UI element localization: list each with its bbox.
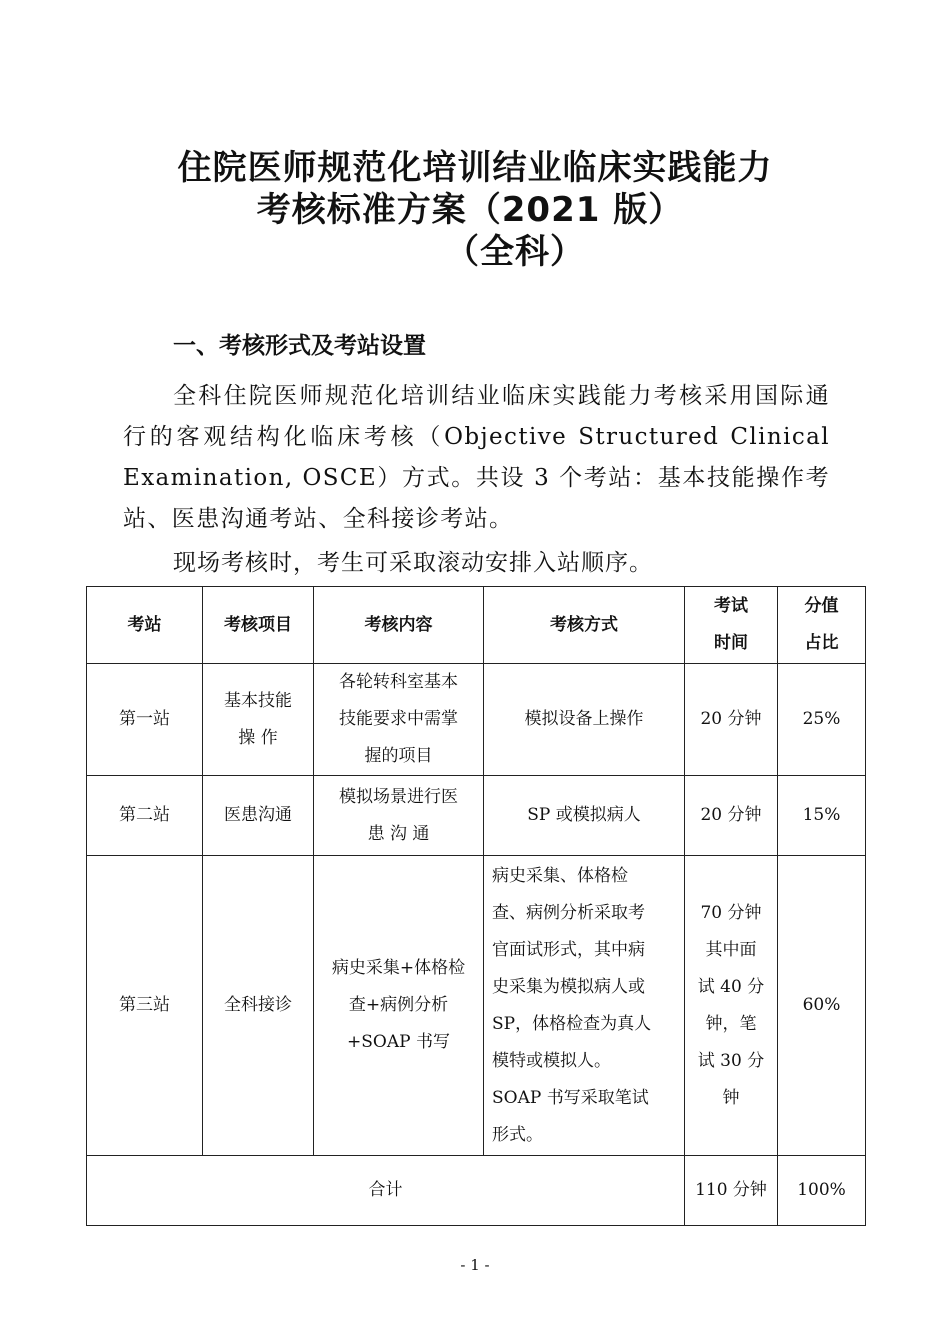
cell-station: 第二站 <box>87 776 203 856</box>
document-title-line-1: 住院医师规范化培训结业临床实践能力 <box>177 148 773 188</box>
table-row <box>87 664 866 776</box>
header-item: 考核项目 <box>203 587 314 664</box>
header-time: 考试 时间 <box>685 587 778 664</box>
cell-score: 15% <box>778 776 866 856</box>
cell-time: 20 分钟 <box>685 776 778 856</box>
cell-item: 全科接诊 <box>203 856 314 1156</box>
document-title-line-3: （全科） <box>445 232 585 272</box>
section-heading: 一、考核形式及考站设置 <box>173 333 426 359</box>
exam-stations-table <box>86 586 866 1226</box>
header-content: 考核内容 <box>314 587 484 664</box>
header-method: 考核方式 <box>484 587 685 664</box>
cell-method: SP 或模拟病人 <box>484 776 685 856</box>
header-station: 考站 <box>87 587 203 664</box>
paragraph-order: 现场考核时，考生可采取滚动安排入站顺序。 <box>173 550 653 576</box>
cell-content: 模拟场景进行医 患 沟 通 <box>314 776 484 856</box>
cell-time: 70 分钟 其中面 试 40 分 钟，笔 试 30 分 钟 <box>685 856 778 1156</box>
cell-station: 第三站 <box>87 856 203 1156</box>
cell-score: 25% <box>778 664 866 776</box>
cell-content: 各轮转科室基本 技能要求中需掌 握的项目 <box>314 664 484 776</box>
cell-item: 医患沟通 <box>203 776 314 856</box>
table-total-row <box>87 1156 866 1226</box>
total-label: 合计 <box>87 1156 685 1226</box>
page-number: - 1 - <box>460 1256 490 1274</box>
document-title-line-2: 考核标准方案（2021 版） <box>256 190 684 230</box>
cell-method: 病史采集、体格检 查、病例分析采取考 官面试形式，其中病 史采集为模拟病人或 SP，体格检查为真人 模特或模拟人。 SOAP 书写采取笔试 形式。 <box>484 856 685 1156</box>
cell-item: 基本技能 操 作 <box>203 664 314 776</box>
table-header-row <box>87 587 866 664</box>
total-score: 100% <box>778 1156 866 1226</box>
cell-score: 60% <box>778 856 866 1156</box>
paragraph-osce: 全科住院医师规范化培训结业临床实践能力考核采用国际通行的客观结构化临床考核（Objective Structured Clinical Examination, OSCE）方式。共设 3 个考站：基本技能操作考站、医患沟通考站、全科接诊考站。 <box>123 383 830 532</box>
cell-station: 第一站 <box>87 664 203 776</box>
header-score: 分值 占比 <box>778 587 866 664</box>
cell-time: 20 分钟 <box>685 664 778 776</box>
total-time: 110 分钟 <box>685 1156 778 1226</box>
table-row <box>87 776 866 856</box>
table-row <box>87 856 866 1156</box>
cell-content: 病史采集+体格检 查+病例分析 +SOAP 书写 <box>314 856 484 1156</box>
cell-method: 模拟设备上操作 <box>484 664 685 776</box>
